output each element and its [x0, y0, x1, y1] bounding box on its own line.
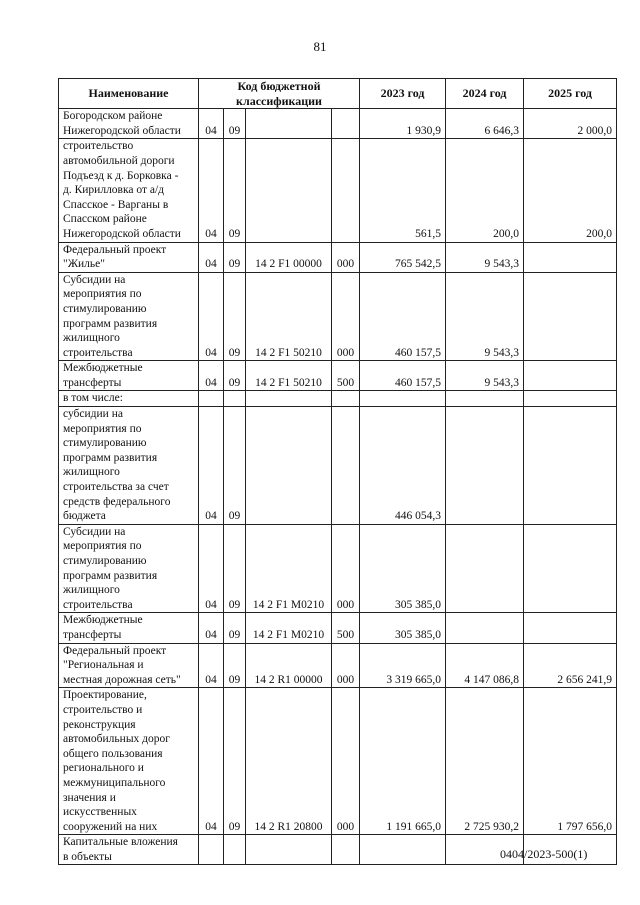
cell-csr: 14 2 F1 50210 — [246, 361, 332, 391]
cell-y2024 — [446, 524, 524, 613]
table-row — [59, 613, 617, 643]
cell-y2025: 200,0 — [524, 139, 617, 242]
table-row — [59, 688, 617, 835]
header-code: Код бюджетной классификации — [199, 79, 360, 109]
cell-y2025 — [524, 272, 617, 361]
cell-sec: 04 — [199, 242, 224, 272]
cell-name: Субсидии на мероприятия по стимулированию программ развития жилищного строительства — [59, 524, 199, 613]
header-2023: 2023 год — [360, 79, 446, 109]
cell-vr — [332, 835, 360, 865]
cell-y2024 — [446, 613, 524, 643]
cell-name: Проектирование, строительство и реконструкция автомобильных дорог общего пользования регионального и межмуниципального значения и искусственных сооружений на них — [59, 688, 199, 835]
cell-y2025: 1 797 656,0 — [524, 688, 617, 835]
cell-y2023: 1 930,9 — [360, 109, 446, 139]
cell-vr: 000 — [332, 688, 360, 835]
cell-y2023: 305 385,0 — [360, 524, 446, 613]
table-row — [59, 109, 617, 139]
cell-y2025 — [524, 242, 617, 272]
cell-sub: 09 — [224, 407, 246, 525]
cell-y2023: 446 054,3 — [360, 407, 446, 525]
cell-vr: 000 — [332, 524, 360, 613]
cell-vr: 500 — [332, 613, 360, 643]
table-row — [59, 407, 617, 525]
cell-name: субсидии на мероприятия по стимулированию программ развития жилищного строительства за счет средств федерального бюджета — [59, 407, 199, 525]
cell-csr: 14 2 F1 M0210 — [246, 524, 332, 613]
cell-sub: 09 — [224, 361, 246, 391]
cell-y2024: 2 725 930,2 — [446, 688, 524, 835]
cell-y2024: 9 543,3 — [446, 361, 524, 391]
cell-csr — [246, 407, 332, 525]
cell-sec: 04 — [199, 272, 224, 361]
cell-sub: 09 — [224, 524, 246, 613]
cell-csr — [246, 391, 332, 407]
document-code: 0404/2023-500(1) — [500, 847, 588, 861]
cell-y2023 — [360, 835, 446, 865]
cell-csr — [246, 835, 332, 865]
cell-sec: 04 — [199, 361, 224, 391]
cell-name: Субсидии на мероприятия по стимулированию программ развития жилищного строительства — [59, 272, 199, 361]
cell-vr — [332, 391, 360, 407]
cell-y2023: 3 319 665,0 — [360, 643, 446, 688]
cell-sub: 09 — [224, 688, 246, 835]
cell-y2024: 9 543,3 — [446, 272, 524, 361]
cell-vr — [332, 139, 360, 242]
cell-name: Межбюджетные трансферты — [59, 613, 199, 643]
cell-y2025: 2 000,0 — [524, 109, 617, 139]
cell-sec — [199, 391, 224, 407]
cell-sec: 04 — [199, 613, 224, 643]
page-number: 81 — [313, 39, 327, 54]
cell-y2023: 765 542,5 — [360, 242, 446, 272]
cell-sec: 04 — [199, 109, 224, 139]
header-2025: 2025 год — [524, 79, 617, 109]
table-row — [59, 643, 617, 688]
cell-y2025 — [524, 613, 617, 643]
cell-y2023: 460 157,5 — [360, 272, 446, 361]
cell-sub: 09 — [224, 272, 246, 361]
cell-sec: 04 — [199, 643, 224, 688]
cell-vr — [332, 109, 360, 139]
cell-vr: 000 — [332, 272, 360, 361]
cell-sec: 04 — [199, 524, 224, 613]
cell-y2025 — [524, 391, 617, 407]
cell-sub: 09 — [224, 643, 246, 688]
cell-sub — [224, 391, 246, 407]
budget-table — [58, 78, 617, 865]
cell-name: в том числе: — [59, 391, 199, 407]
cell-sub: 09 — [224, 613, 246, 643]
cell-y2024: 4 147 086,8 — [446, 643, 524, 688]
table-row — [59, 242, 617, 272]
cell-y2025: 2 656 241,9 — [524, 643, 617, 688]
cell-sub: 09 — [224, 139, 246, 242]
cell-csr: 14 2 F1 00000 — [246, 242, 332, 272]
cell-sub — [224, 835, 246, 865]
table-row — [59, 361, 617, 391]
cell-name: строительство автомобильной дороги Подъезд к д. Борковка - д. Кирилловка от а/д Спасское - Варганы в Спасском районе Нижегородской области — [59, 139, 199, 242]
cell-csr — [246, 139, 332, 242]
cell-csr: 14 2 R1 00000 — [246, 643, 332, 688]
table-row — [59, 139, 617, 242]
cell-y2025 — [524, 361, 617, 391]
cell-y2025 — [524, 524, 617, 613]
cell-y2024: 9 543,3 — [446, 242, 524, 272]
cell-csr: 14 2 F1 M0210 — [246, 613, 332, 643]
cell-name: Федеральный проект "Региональная и местная дорожная сеть" — [59, 643, 199, 688]
cell-vr: 000 — [332, 242, 360, 272]
cell-sec: 04 — [199, 407, 224, 525]
header-name: Наименование — [59, 79, 199, 109]
cell-y2023: 1 191 665,0 — [360, 688, 446, 835]
cell-y2023: 561,5 — [360, 139, 446, 242]
cell-vr: 500 — [332, 361, 360, 391]
cell-y2023 — [360, 391, 446, 407]
cell-sub: 09 — [224, 109, 246, 139]
cell-sec — [199, 835, 224, 865]
cell-y2023: 305 385,0 — [360, 613, 446, 643]
cell-sub: 09 — [224, 242, 246, 272]
cell-vr — [332, 407, 360, 525]
table-row — [59, 272, 617, 361]
cell-sec: 04 — [199, 688, 224, 835]
cell-y2024 — [446, 391, 524, 407]
cell-y2024: 200,0 — [446, 139, 524, 242]
cell-name: Богородском районе Нижегородской области — [59, 109, 199, 139]
cell-y2024 — [446, 407, 524, 525]
table-row — [59, 524, 617, 613]
cell-sec: 04 — [199, 139, 224, 242]
cell-csr — [246, 109, 332, 139]
cell-name: Капитальные вложения в объекты — [59, 835, 199, 865]
cell-y2025 — [524, 407, 617, 525]
cell-csr: 14 2 F1 50210 — [246, 272, 332, 361]
cell-name: Федеральный проект "Жилье" — [59, 242, 199, 272]
cell-vr: 000 — [332, 643, 360, 688]
table-header — [59, 79, 617, 109]
cell-y2023: 460 157,5 — [360, 361, 446, 391]
cell-name: Межбюджетные трансферты — [59, 361, 199, 391]
cell-csr: 14 2 R1 20800 — [246, 688, 332, 835]
header-2024: 2024 год — [446, 79, 524, 109]
cell-y2024: 6 646,3 — [446, 109, 524, 139]
table-row — [59, 391, 617, 407]
